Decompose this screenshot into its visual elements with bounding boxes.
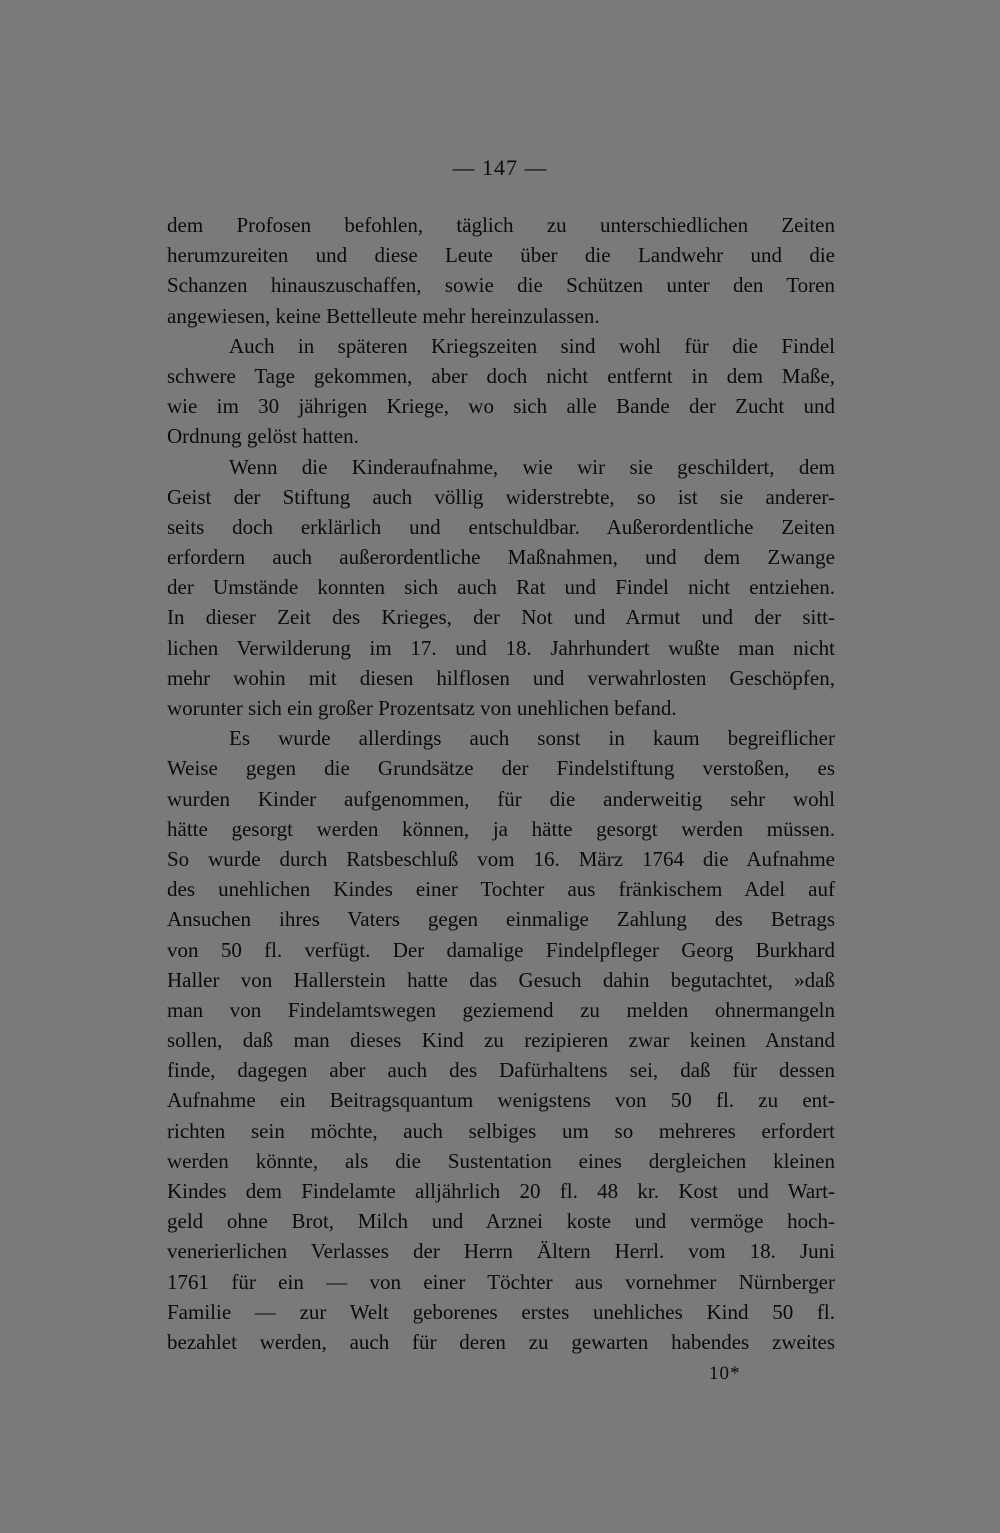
text-line: lichen Verwilderung im 17. und 18. Jahrhundert wußte man nicht [167,635,835,660]
text-line: von 50 fl. verfügt. Der damalige Findelpfleger Georg Burkhard [167,937,835,962]
text-line: Kindes dem Findelamte alljährlich 20 fl. 48 kr. Kost und Wart- [167,1179,835,1203]
text-line: des unehlichen Kindes einer Tochter aus fränkischem Adel auf [167,877,835,902]
text-line: schwere Tage gekommen, aber doch nicht entfernt in dem Maße, [167,363,835,388]
body-text [167,210,835,1357]
text-line: venerierlichen Verlasses der Herrn Ältern Herrl. vom 18. Juni [167,1239,835,1264]
text-line: man von Findelamtswegen geziemend zu melden ohnermangeln [167,997,835,1022]
text-line: herumzureiten und diese Leute über die Landwehr und die [167,243,835,268]
text-line: geld ohne Brot, Milch und Arznei koste und vermöge hoch- [167,1209,835,1234]
text-line: Es wurde allerdings auch sonst in kaum begreiflicher [229,726,835,751]
signature-mark: 10* [709,1363,741,1384]
text-line: seits doch erklärlich und entschuldbar. Außerordentliche Zeiten [167,514,835,539]
text-line: Aufnahme ein Beitragsquantum wenigstens von 50 fl. zu ent- [167,1088,835,1113]
text-line: erfordern auch außerordentliche Maßnahmen, und dem Zwange [167,545,835,570]
text-line: der Umstände konnten sich auch Rat und Findel nicht entziehen. [167,575,835,600]
text-line: richten sein möchte, auch selbiges um so mehreres erfordert [167,1118,835,1143]
text-line: Familie — zur Welt geborenes erstes unehliches Kind 50 fl. [167,1299,835,1324]
text-line: wurden Kinder aufgenommen, für die anderweitig sehr wohl [167,786,835,811]
text-line: wie im 30 jährigen Kriege, wo sich alle Bande der Zucht und [167,394,835,419]
text-line: Ansuchen ihres Vaters gegen einmalige Zahlung des Betrags [167,907,835,932]
text-line: sollen, daß man dieses Kind zu rezipieren zwar keinen Anstand [167,1028,835,1053]
text-line: hätte gesorgt werden können, ja hätte gesorgt werden müssen. [167,816,835,841]
text-line: Ordnung gelöst hatten. [167,424,359,449]
text-line: finde, dagegen aber auch des Dafürhaltens sei, daß für dessen [167,1058,835,1083]
text-line: Schanzen hinauszuschaffen, sowie die Schützen unter den Toren [167,273,835,298]
text-line: mehr wohin mit diesen hilflosen und verwahrlosten Geschöpfen, [167,665,835,690]
text-line: Wenn die Kinderaufnahme, wie wir sie geschildert, dem [229,454,835,479]
text-line: Auch in späteren Kriegszeiten sind wohl für die Findel [229,333,835,358]
text-line: bezahlet werden, auch für deren zu gewarten habendes zweites [167,1329,835,1354]
text-line: 1761 für ein — von einer Töchter aus vornehmer Nürnberger [167,1269,835,1294]
text-line: angewiesen, keine Bettelleute mehr hereinzulassen. [167,303,600,328]
text-line: So wurde durch Ratsbeschluß vom 16. März 1764 die Aufnahme [167,846,835,871]
text-line: werden könnte, als die Sustentation eines dergleichen kleinen [167,1148,835,1173]
text-line: dem Profosen befohlen, täglich zu unterschiedlichen Zeiten [167,213,835,237]
text-line: In dieser Zeit des Krieges, der Not und Armut und der sitt- [167,605,835,630]
text-line: worunter sich ein großer Prozentsatz von unehlichen befand. [167,696,677,720]
text-line: Haller von Hallerstein hatte das Gesuch dahin begutachtet, »daß [167,967,835,992]
text-line: Weise gegen die Grundsätze der Findelstiftung verstoßen, es [167,756,835,781]
text-line: Geist der Stiftung auch völlig widerstrebte, so ist sie anderer- [167,484,835,509]
page-number: — 147 — [452,155,548,180]
